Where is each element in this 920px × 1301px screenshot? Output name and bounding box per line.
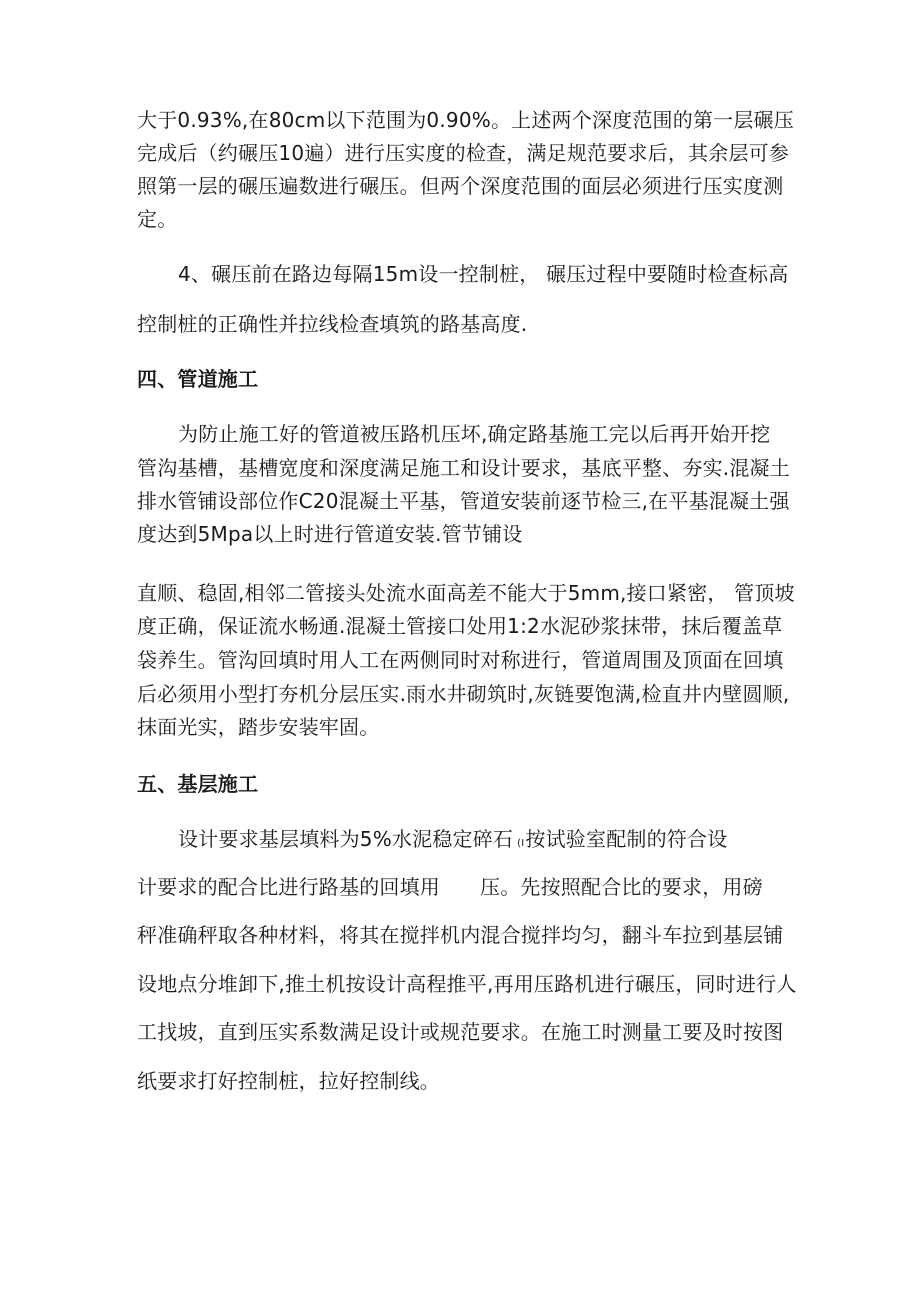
paragraph-line: 后必须用小型打夯机分层压实.雨水井砌筑时,灰链要饱满,检直井内壁圆顺, xyxy=(137,682,790,706)
paragraph-line: 照第一层的碾压遍数进行碾压。但两个深度范围的面层必须进行压实度测 xyxy=(137,174,784,198)
paragraph-line: 定。 xyxy=(137,207,178,231)
paragraph-line: 抹面光实，踏步安装牢固。 xyxy=(137,715,380,739)
paragraph-text: 设计要求基层填料为5%水泥稳定碎石 xyxy=(178,827,514,851)
paragraph-line: 4、碾压前在路边每隔15m设一控制桩， 碾压过程中要随时检查标高 xyxy=(178,262,789,286)
section-heading: 五、基层施工 xyxy=(137,772,259,796)
paragraph-line: 完成后（约碾压10遍）进行压实度的检查，满足规范要求后，其余层可参 xyxy=(137,141,790,165)
paragraph-line: 度达到5Mpa以上时进行管道安装.管节铺设 xyxy=(137,522,523,546)
paragraph-line: 纸要求打好控制桩，拉好控制线。 xyxy=(137,1069,440,1093)
paragraph-line xyxy=(137,873,763,901)
paragraph-line: 大于0.93%,在80cm以下范围为0.90%。上述两个深度范围的第一层碾压 xyxy=(137,108,794,132)
paragraph-line: 度正确，保证流水畅通.混凝土管接口处用1:2水泥砂浆抹带，抹后覆盖草 xyxy=(137,614,783,638)
paragraph-text: 计要求的配合比进行路基的回填用 xyxy=(137,875,440,899)
paragraph-line: 控制桩的正确性并拉线检查填筑的路基高度. xyxy=(137,312,528,336)
paragraph-line: 为防止施工好的管道被压路机压坏,确定路基施工完以后再开始开挖 xyxy=(178,422,771,446)
paragraph-line xyxy=(178,825,727,858)
section-heading: 四、管道施工 xyxy=(137,367,259,391)
paragraph-line: 直顺、稳固,相邻二管接头处流水面高差不能大于5mm,接口紧密， 管顶坡 xyxy=(137,581,795,605)
stray-mark: (I xyxy=(517,838,525,849)
paragraph-text: 按试验室配制的符合设 xyxy=(525,827,728,851)
paragraph-line: 工找坡，直到压实系数满足设计或规范要求。在施工时测量工要及时按图 xyxy=(137,1020,784,1044)
paragraph-line: 袋养生。管沟回填时用人工在两侧同时对称进行，管道周围及顶面在回填 xyxy=(137,648,784,672)
paragraph-line: 管沟基槽，基槽宽度和深度满足施工和设计要求，基底平整、夯实.混凝土 xyxy=(137,456,790,480)
paragraph-line: 秤准确秤取各种材料，将其在搅拌机内混合搅拌均匀，翻斗车拉到基层铺 xyxy=(137,923,784,947)
paragraph-line: 设地点分堆卸下,推土机按设计高程推平,再用压路机进行碾压，同时进行人 xyxy=(137,972,797,996)
paragraph-line: 排水管铺设部位作C20混凝土平基，管道安装前逐节检三,在平基混凝土强 xyxy=(137,489,790,513)
paragraph-text: 压。先按照配合比的要求，用磅 xyxy=(480,875,763,899)
